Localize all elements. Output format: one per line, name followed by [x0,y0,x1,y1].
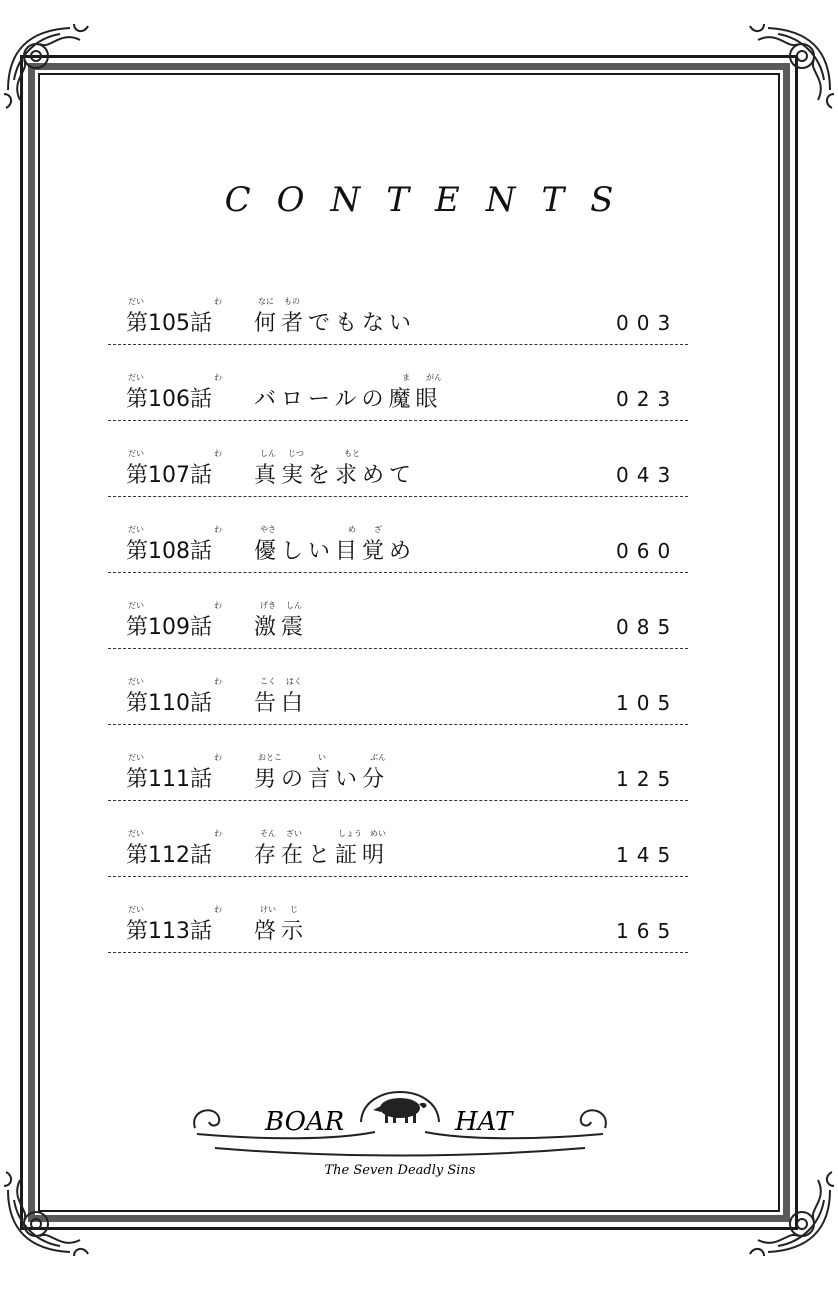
chapter-number: 第113話 [126,919,212,944]
page-number: 023 [616,387,679,411]
ornament-corner-icon [742,1164,838,1260]
furigana-text: わ [214,677,222,686]
page-number: 003 [616,311,679,335]
toc-entry[interactable] [108,448,688,524]
dotted-leader [108,724,688,725]
furigana-text: め [348,525,356,534]
furigana-text: もと [344,449,360,458]
furigana-text: しん [260,449,276,458]
chapter-number: 第106話 [126,387,212,412]
furigana-text: ぶん [370,753,386,762]
furigana-text: そん [260,829,276,838]
furigana-text: わ [214,905,222,914]
furigana-text: おとこ [258,753,282,762]
furigana-text: しょう [338,829,362,838]
furigana-text: わ [214,449,222,458]
chapter-title: 告白 [254,691,309,716]
dotted-leader [108,496,688,497]
chapter-number: 第107話 [126,463,212,488]
furigana-text: だい [128,449,144,458]
dotted-leader [108,648,688,649]
chapter-title: 啓示 [254,919,309,944]
chapter-title: 優しい目覚め [254,539,417,564]
furigana-text: だい [128,677,144,686]
toc-entry[interactable] [108,676,688,752]
chapter-title: 男の言い分 [254,767,390,792]
page-number: 060 [616,539,679,563]
toc-entry[interactable] [108,600,688,676]
page-number: 165 [616,919,679,943]
furigana-text: ま [402,373,410,382]
chapter-number: 第112話 [126,843,212,868]
chapter-title: 存在と証明 [254,843,390,868]
dotted-leader [108,952,688,953]
furigana-text: わ [214,373,222,382]
page-number: 125 [616,767,679,791]
chapter-number: 第111話 [126,767,212,792]
furigana-text: じ [290,905,298,914]
page-title: CONTENTS [224,180,640,220]
toc-entry[interactable] [108,752,688,828]
furigana-text: い [318,753,326,762]
dotted-leader [108,344,688,345]
furigana-text: だい [128,373,144,382]
furigana-text: しん [286,601,302,610]
toc-entry[interactable] [108,372,688,448]
chapter-number: 第109話 [126,615,212,640]
logo-word-boar: BOAR [265,1107,345,1137]
toc-entry[interactable] [108,828,688,904]
furigana-text: こく [260,677,276,686]
boar-hat-logo [185,1070,615,1190]
furigana-text: ざ [374,525,382,534]
furigana-text: だい [128,297,144,306]
toc-entry[interactable] [108,524,688,600]
chapter-title: バロールの魔眼 [254,387,443,412]
chapter-number: 第105話 [126,311,212,336]
ornament-corner-icon [0,1164,96,1260]
furigana-text: だい [128,525,144,534]
page-number: 145 [616,843,679,867]
furigana-text: だい [128,829,144,838]
furigana-text: じつ [288,449,304,458]
furigana-text: わ [214,829,222,838]
dotted-leader [108,420,688,421]
chapter-number: 第110話 [126,691,212,716]
ornament-corner-icon [0,20,96,116]
furigana-text: だい [128,753,144,762]
furigana-text: わ [214,753,222,762]
furigana-text: ざい [286,829,302,838]
page-number: 085 [616,615,679,639]
logo-subtitle: The Seven Deadly Sins [324,1163,476,1178]
logo-word-hat: HAT [455,1107,513,1137]
furigana-text: わ [214,525,222,534]
dotted-leader [108,572,688,573]
dotted-leader [108,800,688,801]
contents-list [108,296,688,980]
furigana-text: もの [284,297,300,306]
dotted-leader [108,876,688,877]
boar-icon [373,1098,426,1123]
chapter-number: 第108話 [126,539,212,564]
chapter-title: 真実を求めて [254,463,417,488]
furigana-text: めい [370,829,386,838]
chapter-title: 何者でもない [254,311,417,336]
page-number: 043 [616,463,679,487]
furigana-text: わ [214,601,222,610]
ornament-corner-icon [742,20,838,116]
furigana-text: なに [258,297,274,306]
furigana-text: わ [214,297,222,306]
page-number: 105 [616,691,679,715]
toc-entry[interactable] [108,296,688,372]
furigana-text: だい [128,601,144,610]
furigana-text: けい [260,905,276,914]
chapter-title: 激震 [254,615,309,640]
furigana-text: はく [286,677,302,686]
furigana-text: がん [426,373,442,382]
toc-entry[interactable] [108,904,688,980]
furigana-text: やさ [260,525,276,534]
furigana-text: げき [260,601,276,610]
furigana-text: だい [128,905,144,914]
